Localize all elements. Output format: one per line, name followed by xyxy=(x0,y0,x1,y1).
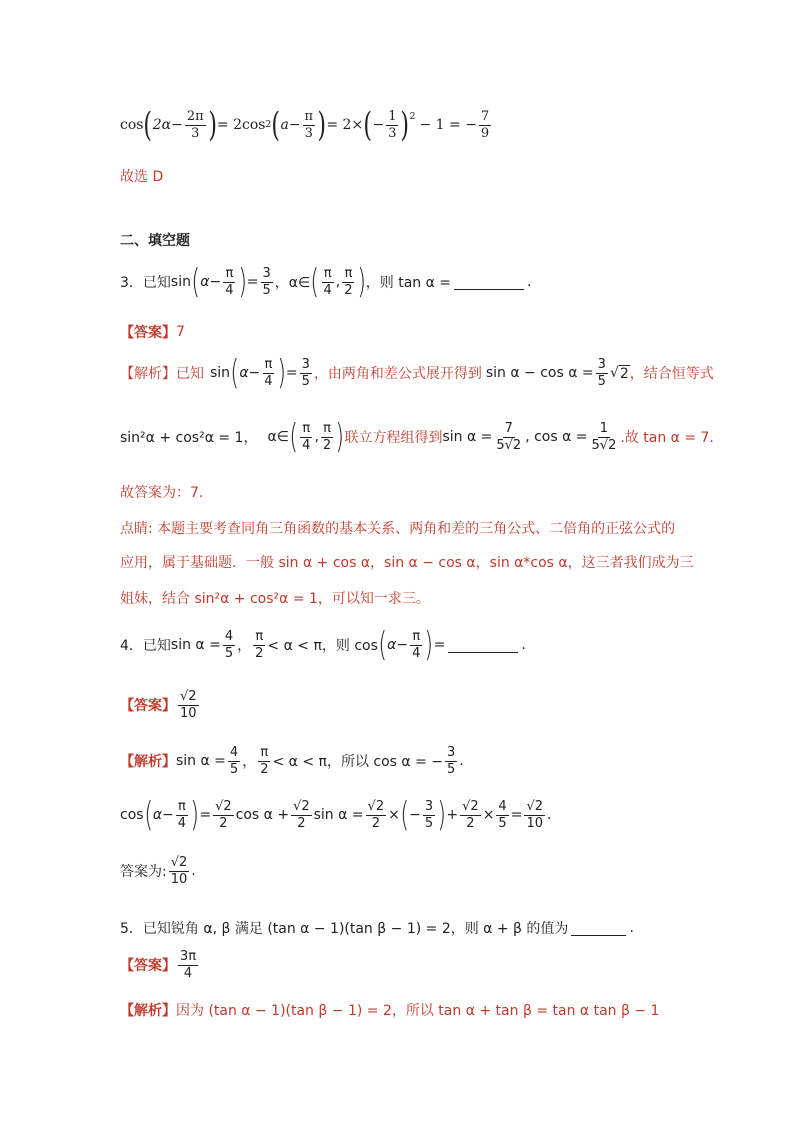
solution-3-line-1 xyxy=(120,353,714,393)
sin-text: sin xyxy=(170,274,191,290)
fraction: $\frac{\pi}{2}$ xyxy=(322,420,332,453)
solution-tail: .故 tan α = 7. xyxy=(620,430,714,446)
fraction: $\frac{3}{5}$ xyxy=(301,356,310,389)
fraction: $\frac{\pi}{4}$ xyxy=(323,265,332,298)
period: . xyxy=(191,863,196,880)
sin-text: sin α = xyxy=(176,753,226,770)
fraction: $\frac{1}{3}$ xyxy=(388,108,397,141)
answer-value: 7 xyxy=(176,324,185,340)
choose-answer: 故选 D xyxy=(120,169,164,185)
fraction: $\frac{2\pi}{3}$ xyxy=(186,108,204,141)
key-point-line-1: 点睛: 本题主要考查同角三角函数的基本关系、两角和差的三角公式、二倍角的正弦公式的 xyxy=(120,521,676,537)
key-point-line-2: 应用，属于基础题．一般 sin α + cos α，sin α − cos α，sin α*cos α，这三者我们成为三 xyxy=(120,555,694,571)
fraction: $\frac{\pi}{4}$ xyxy=(264,356,273,389)
fraction: $\frac{3}{5}$ xyxy=(597,356,606,389)
paren-close: ) xyxy=(437,795,447,835)
paren-open: ( xyxy=(230,353,240,393)
paren-open: ( xyxy=(191,262,200,302)
solution-label: 【解析】已知 xyxy=(120,366,204,382)
fraction: $\frac{\pi}{3}$ xyxy=(304,108,314,141)
times: × xyxy=(482,807,495,823)
alpha-in: α∈ xyxy=(267,429,289,445)
paren-open: ( xyxy=(363,105,373,145)
paren-close: ) xyxy=(400,105,410,145)
fraction: $\frac{4}{5}$ xyxy=(229,745,239,777)
fraction: $\frac{1}{5√2}$ xyxy=(591,420,617,453)
paren-close: ) xyxy=(276,353,286,393)
plus: + xyxy=(446,807,459,823)
fraction: $\frac{3\pi}{4}$ xyxy=(180,949,197,981)
solution-4-line-2 xyxy=(120,795,552,835)
solution-3-answer: 故答案为：7. xyxy=(120,485,204,501)
fraction: $\frac{3}{5}$ xyxy=(262,265,271,298)
answer-4 xyxy=(120,690,201,720)
question-5 xyxy=(120,918,634,938)
mid-text: = 2cos xyxy=(216,117,266,133)
period: . xyxy=(527,274,532,290)
fraction: $\frac{√2}{10}$ xyxy=(170,855,188,887)
paren-close: ) xyxy=(190,795,200,835)
equals: = xyxy=(285,365,298,381)
sin-text: sin α = xyxy=(170,637,221,653)
range-text: < α < π，则 cos xyxy=(267,638,378,654)
equals: = xyxy=(433,637,446,653)
fraction: $\frac{√2}{10}$ xyxy=(526,798,543,831)
fraction: $\frac{4}{5}$ xyxy=(498,798,507,831)
inner-expression: α− xyxy=(239,365,261,381)
separator: ， xyxy=(237,638,252,654)
separator: ， xyxy=(242,754,257,771)
fraction: $\frac{\pi}{2}$ xyxy=(344,265,353,298)
answer-5 xyxy=(120,950,200,980)
inner-expression: α− xyxy=(200,274,222,290)
fraction: $\frac{7}{9}$ xyxy=(480,108,490,141)
paren-open: ( xyxy=(143,795,153,835)
condition-text: ，α∈ xyxy=(274,275,311,291)
fraction: $\frac{\pi}{4}$ xyxy=(412,628,421,661)
solution-label: 【解析】 xyxy=(120,1003,176,1019)
fraction: $\frac{√2}{2}$ xyxy=(293,798,310,831)
inner-expression: a− xyxy=(280,117,301,133)
fraction: $\frac{7}{5√2}$ xyxy=(496,420,522,453)
solution-5 xyxy=(120,1000,659,1020)
sqrt: √ 2 xyxy=(609,364,629,382)
question-text: 5．已知锐角 α, β 满足 (tan α − 1)(tan β − 1) = 2，则 α + β 的值为 xyxy=(120,921,569,937)
fraction: $\frac{3}{5}$ xyxy=(424,798,434,831)
sign: − xyxy=(409,807,421,823)
inner-expression: α− xyxy=(387,637,409,653)
cos-text: cos xyxy=(120,807,144,823)
fraction: $\frac{\pi}{4}$ xyxy=(225,265,234,298)
paren-close: ) xyxy=(356,262,366,302)
section-title: 二、填空题 xyxy=(120,233,190,249)
period: . xyxy=(629,920,634,936)
answer-label: 【答案】 xyxy=(120,958,176,975)
question-4 xyxy=(120,625,526,665)
fraction: $\frac{\pi}{4}$ xyxy=(177,798,187,831)
question-number: 3．已知 xyxy=(120,275,171,291)
fraction: $\frac{√2}{10}$ xyxy=(180,689,197,721)
solution-4-answer xyxy=(120,856,196,886)
answer-blank xyxy=(571,921,626,936)
answer-3 xyxy=(120,322,185,342)
question-tail: ，则 tan α = xyxy=(365,275,452,291)
range-text: < α < π，所以 cos α = − xyxy=(272,754,443,771)
equals: = xyxy=(199,807,212,823)
fraction: $\frac{√2}{2}$ xyxy=(367,798,385,831)
fraction: $\frac{\pi}{4}$ xyxy=(302,420,311,453)
fraction: $\frac{4}{5}$ xyxy=(224,628,234,661)
solution-text: ，由两角和差公式展开得到 xyxy=(313,366,482,382)
tail-text: − 1 = − xyxy=(419,117,477,133)
answer-label: 【答案】 xyxy=(120,698,176,715)
answer-blank xyxy=(454,275,524,290)
inner-expression: α− xyxy=(152,807,174,823)
cos-text: cos xyxy=(120,117,144,133)
question-number: 4．已知 xyxy=(120,638,171,654)
paren-open: ( xyxy=(271,105,281,145)
inner-expression: 2α− xyxy=(152,117,183,133)
mid-text: = 2× xyxy=(326,117,364,133)
solution-text: 联立方程组得到 xyxy=(344,430,443,446)
expression: sin α − cos α = xyxy=(485,365,594,381)
paren-open: ( xyxy=(143,105,153,145)
solution-3-line-2: sin²α + cos²α = 1， α∈ ( $\frac{\pi}{4}$ , $\frac{\pi}{2}$ ) 联立方程组得到 sin α = $\frac{7}{5√2}$ , cos α = $\frac{1}{5√2}$ .故 tan α = 7. xyxy=(120,417,714,457)
answer-label: 答案为: xyxy=(120,864,167,881)
fraction: $\frac{√2}{2}$ xyxy=(462,798,479,831)
fraction: $\frac{\pi}{2}$ xyxy=(255,628,264,661)
term: cos α + xyxy=(235,807,290,823)
paren-close: ) xyxy=(317,105,327,145)
paren-open: ( xyxy=(289,417,298,457)
cos-value: , cos α = xyxy=(525,429,588,445)
sin-value: sin α = xyxy=(442,429,493,445)
paren-close: ) xyxy=(237,262,247,302)
sin-text: sin xyxy=(210,365,231,381)
paren-open: ( xyxy=(310,262,320,302)
solution-text: 因为 (tan α − 1)(tan β − 1) = 2，所以 tan α + tan β = tan α tan β − 1 xyxy=(176,1003,660,1019)
paren-close: ) xyxy=(207,105,217,145)
solution-4-line-1 xyxy=(120,746,464,776)
paren-open: ( xyxy=(378,625,387,665)
paren-open: ( xyxy=(400,795,409,835)
question-3: 3．已知 sin ( α− $\frac{\pi}{4}$ ) = $\frac{3}{5}$ ，α∈ ( $\frac{\pi}{4}$ , $\frac{\pi}{2}$ ) ，则 tan α = . xyxy=(120,262,532,302)
period: . xyxy=(459,753,464,770)
solution-label: 【解析】 xyxy=(120,754,176,771)
period: . xyxy=(521,637,526,653)
fraction: $\frac{3}{5}$ xyxy=(447,745,456,777)
term: sin α = xyxy=(313,807,364,823)
key-point-line-3: 姐妹，结合 sin²α + cos²α = 1，可以知一求三。 xyxy=(120,591,430,607)
fraction: $\frac{\pi}{2}$ xyxy=(260,745,269,777)
times: × xyxy=(388,807,400,823)
answer-label: 【答案】 xyxy=(120,325,176,341)
paren-close: ) xyxy=(335,417,345,457)
equals: = xyxy=(510,807,523,823)
equals: = xyxy=(246,274,259,290)
paren-close: ) xyxy=(424,625,434,665)
identity-expression: sin²α + cos²α = 1， xyxy=(120,430,258,446)
equation-cos-double-angle: cos ( 2α− $\frac{2\pi}{3}$ ) = 2cos 2 ( a− $\frac{\pi}{3}$ ) = 2× ( − $\frac{1}{3}$ ) $^2$ − 1 = − $\frac{7}{9}$ xyxy=(120,105,490,145)
solution-text: ，结合恒等式 xyxy=(629,366,714,382)
fraction: $\frac{√2}{2}$ xyxy=(215,798,232,831)
period: . xyxy=(547,807,552,823)
answer-blank xyxy=(448,638,518,653)
sign: − xyxy=(372,117,385,133)
